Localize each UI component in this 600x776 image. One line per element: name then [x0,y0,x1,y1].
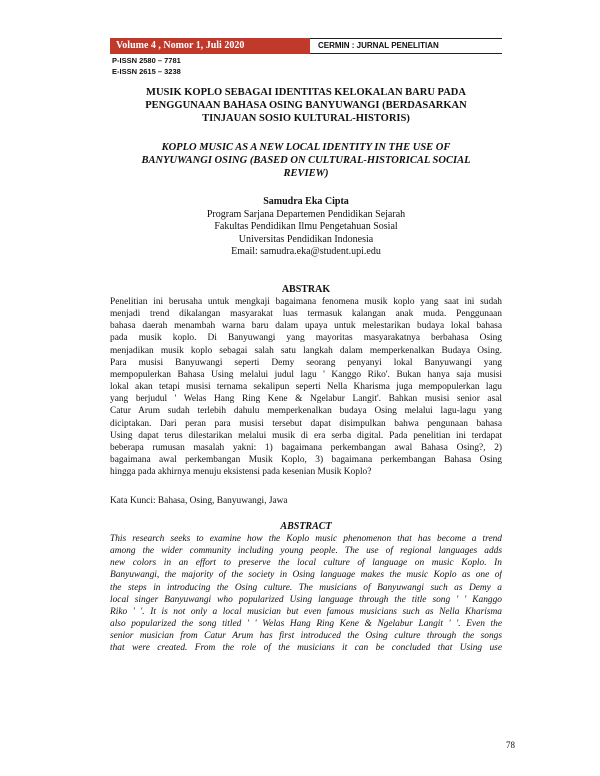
abstract-line: Riko ' '. It is not only a local musician but even famous musicians such as Nella Kharisma [110,606,502,617]
author-affiliation: Fakultas Pendidikan Ilmu Pengetahuan Sosial [214,221,398,232]
abstrak-line: lokal akan tetapi musisi ternama sekalipun seperti Nella Kharisma juga mempopulerkan lagu [110,382,502,393]
author-block [110,196,502,259]
title-line: MUSIK KOPLO SEBAGAI IDENTITAS KELOKALAN BARU PADA [146,87,466,98]
abstrak-line: yang berjudul ' Welas Hang Ring Kene & Ngelabur Langit'. Bahkan musisi senior asal [110,394,502,405]
p-issn: P-ISSN 2580 – 7781 [112,56,181,65]
title-line: KOPLO MUSIC AS A NEW LOCAL IDENTITY IN THE USE OF [161,142,451,153]
abstrak-line: Para musisi Banyuwangi seperti Demy seorang penyanyi lokal Banyuwangi yang [110,357,502,368]
author-affiliation: Universitas Pendidikan Indonesia [238,233,374,245]
keywords: Kata Kunci: Bahasa, Osing, Banyuwangi, Jawa [110,496,288,506]
abstrak-body [110,296,502,478]
author-email: Email: samudra.eka@student.upi.edu [231,246,381,257]
journal-name: CERMIN : JURNAL PENELITIAN [310,38,502,54]
abstrak-line: beberapa rumusan masalah yakni: 1) bagaimana perkembangan awal Bahasa Osing?, 2) [110,442,502,453]
abstrak-line: diciptakan. Dari peran para musisi tersebut dapat disimpulkan bahwa pengunaan bahasa [110,418,502,429]
abstract-line: senior musician from Catur Arum has first introduced the Osing culture through the songs [110,631,502,642]
abstract-line: Banyuwangi, the majority of the society in Osing language makes the music Koplo as one of [110,570,502,581]
abstrak-line: menjadi trend dikalangan masyarakat luas termasuk kalangan anak muda. Penggunaan [110,309,502,320]
author-name: Samudra Eka Cipta [263,196,349,207]
abstract-line: among the wider community including young people. The use of regional languages adds [110,546,502,557]
abstract-line: This research seeks to examine how the Koplo music phenomenon that has become a trend [110,534,502,544]
title-english [110,141,502,180]
abstrak-line: Catur Arum sudah terlebih dahulu memperkenalkan budaya Osing melalui lagu-lagu yang [110,406,502,417]
abstrak-line: bagaimana awal perkembangan Musik Koplo, 3) bagaimana perkembangan Bahasa Osing [110,455,502,466]
abstract-heading: ABSTRACT [280,521,332,532]
abstrak-line: hingga pada akhirnya menuju eksistensi pada kesenian Musik Koplo? [110,467,372,478]
title-line: REVIEW) [283,168,329,179]
abstrak-line: Using dapat terus dilestarikan melalui musik di era serba digital. Pada penelitian ini terdapat [110,430,502,441]
abstract-line: also popularized the song titled ' ' Welas Hang Ring Kene & Ngelabur Langit ' '. Even the [110,619,502,630]
volume-label: Volume 4 , Nomor 1, Juli 2020 [110,38,310,54]
title-indonesian [110,86,502,125]
e-issn: E-ISSN 2615 – 3238 [112,67,181,76]
page-number: 78 [506,740,515,750]
abstrak-heading: ABSTRAK [281,284,331,295]
abstrak-line: menjadikan musik koplo sebagai salah satu langkah dalam memperkenalkan Budaya Osing. [110,345,502,356]
abstract-line: local singer Banyuwangi who popularized Using language through the title song ' ' Kanggo [110,594,502,605]
journal-header [110,38,502,54]
abstrak-line: pada musik koplo. Di Banyuwangi yang mayoritas masyarakatnya berbahasa Osing [110,333,502,344]
abstrak-line: Penelitian ini berusaha untuk mengkaji bagaimana fenomena musik koplo yang saat ini sudah [110,297,502,307]
author-affiliation: Program Sarjana Departemen Pendidikan Sejarah [206,208,406,220]
abstract-line: new colors in an effort to preserve the local culture of language on music Koplo. In [110,558,502,569]
title-line: PENGGUNAAN BAHASA OSING BANYUWANGI (BERDASARKAN [145,100,467,111]
title-line: TINJAUAN SOSIO KULTURAL-HISTORIS) [202,113,410,124]
abstrak-line: mempopulerkan Bahasa Using melalui judul lagu ' Kanggo Riko'. Bukan hanya saja musisi [110,369,502,380]
title-line: BANYUWANGI OSING (BASED ON CULTURAL-HISTORICAL SOCIAL [141,155,471,166]
abstract-line: that were created. From the role of the musicians it can be concluded that Using use [110,643,502,654]
abstrak-line: bahasa daerah menambah warna baru dalam upaya untuk melestarikan budaya lokal bahasa [110,321,502,332]
abstract-line: the steps in introducing the Osing culture. The musicians of Banyuwangi such as Demy a [110,582,502,593]
abstract-body [110,533,502,655]
